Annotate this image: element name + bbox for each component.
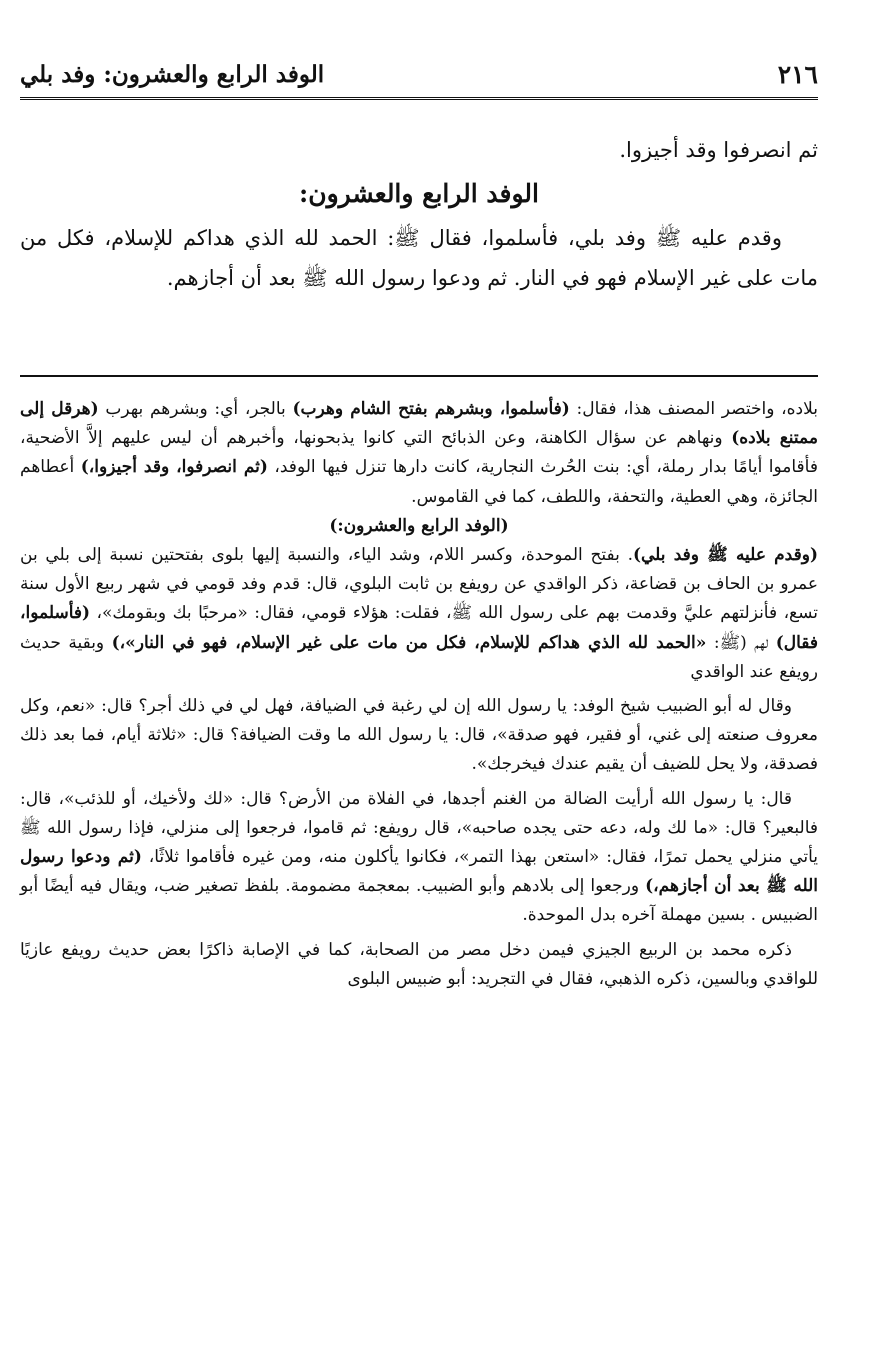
bold-quote: (وقدم عليه ﷺ وفد بلي) — [632, 545, 818, 566]
commentary-paragraph — [20, 395, 818, 512]
bold-quote: (فأسلموا، فقال) — [20, 603, 818, 653]
commentary-paragraph — [20, 692, 818, 780]
opening-line: ثم انصرفوا وقد أجيزوا. — [619, 138, 818, 162]
bold-quote: «الحمد لله الذي هداكم للإسلام، فكل من مات على غير الإسلام، فهو في النار»،) — [111, 632, 707, 653]
bold-quote: (فأسلموا، وبشرهم بفتح الشام وهرب) — [292, 399, 570, 419]
commentary-paragraph — [20, 936, 818, 994]
text-run: أعطاهم الجائزة، وهي العطية، والتحفة، واللطف، كما في القاموس. — [20, 457, 818, 507]
text-run: وبقية حديث رويفع عند الواقدي — [20, 632, 818, 682]
commentary-paragraph — [20, 785, 818, 931]
header-rule — [20, 97, 818, 100]
text-run: ورجعوا إلى بلادهم وأبو الضبيب. بمعجمة مضمومة. بلفظ تصغير ضب، ويقال فيه أيضًا أبو الضبيس . بسين مهملة آخره بدل الموحدة. — [20, 876, 818, 926]
text-run: بلاده، واختصر المصنف هذا، فقال: — [569, 399, 818, 419]
bold-quote: (ثم ودعوا رسول الله ﷺ بعد أن أجازهم،) — [20, 847, 818, 897]
text-run: لهم (ﷺ: — [706, 632, 776, 653]
text-run: . بفتح الموحدة، وكسر اللام، وشد الياء، والنسبة إليها بلوى بفتحتين نسبة إلى بلي بن عمرو بن الحاف بن قضاعة، ذكر الواقدي عن رويفع بن ثابت البلوي، قال: قدم وفد قومي في شهر ربيع الأول سنة تسع، فأنزلتهم عليَّ وقدمت بهم على رسول الله ﷺ، فقلت: هؤلاء قومي، فقال: «مرحبًا بك وبقومك»، — [20, 545, 818, 624]
text-run: بالجر، أي: وبشرهم بهرب — [98, 399, 293, 419]
bold-quote: (هرقل إلى ممتنع بلاده) — [20, 399, 818, 449]
section-heading: الوفد الرابع والعشرون: — [299, 179, 539, 208]
bold-quote: (ثم انصرفوا، وقد أجيزوا،) — [80, 457, 268, 478]
text-run: قال: يا رسول الله أرأيت الضالة من الغنم أجدها، في الفلاة من الأرض؟ قال: «لك ولأخيك، أو للذئب»، قال: فالبعير؟ قال: «ما لك وله، دعه حتى يجده صاحبه»، قال رويفع: ثم قاموا، فرجعوا إلى منزلي، فإذا رسول الله ﷺ يأتي منزلي يحمل تمرًا، فقال: «استعن بهذا التمر»، فكانوا يأكلون منه، ومن غيره فأقاموا ثلاثًا، — [20, 788, 818, 868]
page-number: ٢١٦ — [777, 60, 818, 89]
commentary-sub-heading: (الوفد الرابع والعشرون:) — [329, 515, 509, 536]
commentary-paragraph — [20, 541, 818, 687]
commentary — [20, 395, 818, 994]
page-header — [20, 58, 818, 100]
main-text — [20, 130, 818, 298]
text-run: ذكره محمد بن الربيع الجيزي فيمن دخل مصر من الصحابة، كما في الإصابة ذاكرًا بعض حديث رويفع عازيًا للواقدي وبالسين، ذكره الذهبي، فقال في التجريد: أبو ضبيس البلوى — [20, 939, 818, 989]
running-title: الوفد الرابع والعشرون: وفد بلي — [20, 61, 325, 88]
separator-rule — [20, 375, 818, 377]
main-paragraph: وقدم عليه ﷺ وفد بلي، فأسلموا، فقال ﷺ: الحمد لله الذي هداكم للإسلام، فكل من مات على غير الإسلام فهو في النار. ثم ودعوا رسول الله ﷺ بعد أن أجازهم. — [20, 226, 818, 290]
text-run: وقال له أبو الضبيب شيخ الوفد: يا رسول الله إن لي رغبة في الضيافة، فهل لي في ذلك أجر؟ قال: «نعم، وكل معروف صنعته إلى غني، أو فقير، فهو صدقة»، قال: يا رسول الله ما وقت الضيافة؟ قال: «ثلاثة أيام، فما بعد ذلك فصدقة، ولا يحل للضيف أن يقيم عندك فيخرجك». — [20, 696, 818, 775]
text-run: ونهاهم عن سؤال الكاهنة، وعن الذبائح التي كانوا يذبحونها، وأخبرهم أن ليس عليهم إلاَّ الأضحية، فأقاموا أيامًا بدار رملة، أي: بنت الحُرث النجارية، كانت دارها تنزل فيها الوفد، — [20, 428, 818, 478]
